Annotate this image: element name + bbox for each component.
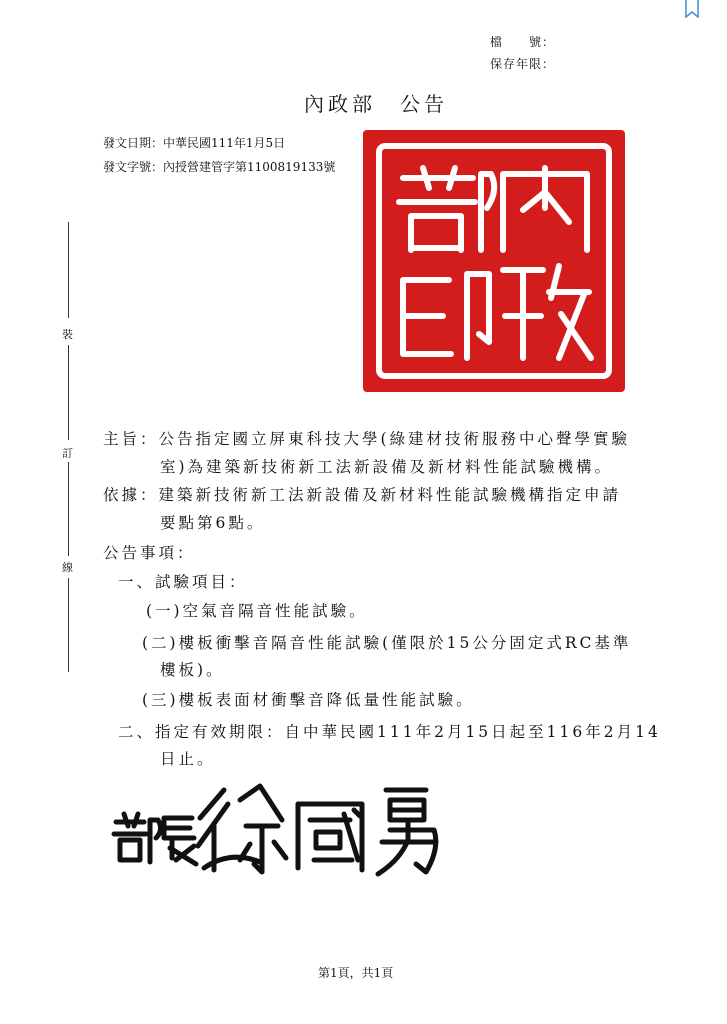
binding-line-bottom xyxy=(68,578,69,672)
basis-line-2: 要點第6點。 xyxy=(160,514,266,532)
items-heading: 公告事項： xyxy=(103,544,196,562)
binding-char-ding: 訂 xyxy=(62,447,73,460)
item-1-sub-3: (三)樓板表面材衝擊音降低量性能試驗。 xyxy=(142,691,475,709)
binding-line-lower xyxy=(68,462,69,556)
binding-line-top xyxy=(68,222,69,318)
binding-line-middle xyxy=(68,345,69,440)
page-title: 內政部 公告 xyxy=(304,92,448,116)
seal-glyphs xyxy=(363,130,625,392)
item-1-sub-2-line-2: 樓板)。 xyxy=(160,661,225,679)
item-2-line-2: 日止。 xyxy=(160,750,216,768)
minister-title-signature xyxy=(110,808,200,868)
official-seal xyxy=(363,130,625,392)
binding-char-xian: 線 xyxy=(62,561,73,574)
item-2-line-1: 二、指定有效期限：自中華民國111年2月15日起至116年2月14 xyxy=(118,723,661,741)
dispatch-number: 發文字號：內授營建管字第1100819133號 xyxy=(103,160,336,174)
item-1-sub-1: (一)空氣音隔音性能試驗。 xyxy=(146,602,368,620)
binding-char-zhuang: 裝 xyxy=(62,328,73,341)
item-1-heading: 一、試驗項目： xyxy=(118,573,248,591)
retention-period-label: 保存年限： xyxy=(490,57,556,71)
page-number: 第1頁，共1頁 xyxy=(318,966,394,980)
bookmark-icon[interactable] xyxy=(685,0,699,18)
subject-line-1: 主旨：公告指定國立屏東科技大學(綠建材技術服務中心聲學實驗 xyxy=(103,430,631,448)
dispatch-date: 發文日期：中華民國111年1月5日 xyxy=(103,136,286,150)
item-1-sub-2-line-1: (二)樓板衝擊音隔音性能試驗(僅限於15公分固定式RC基準 xyxy=(142,634,632,652)
minister-name-signature xyxy=(190,780,460,880)
basis-line-1: 依據：建築新技術新工法新設備及新材料性能試驗機構指定申請 xyxy=(103,486,622,504)
file-number-label: 檔 號： xyxy=(490,35,556,49)
subject-line-2: 室)為建築新技術新工法新設備及新材料性能試驗機構。 xyxy=(160,458,614,476)
